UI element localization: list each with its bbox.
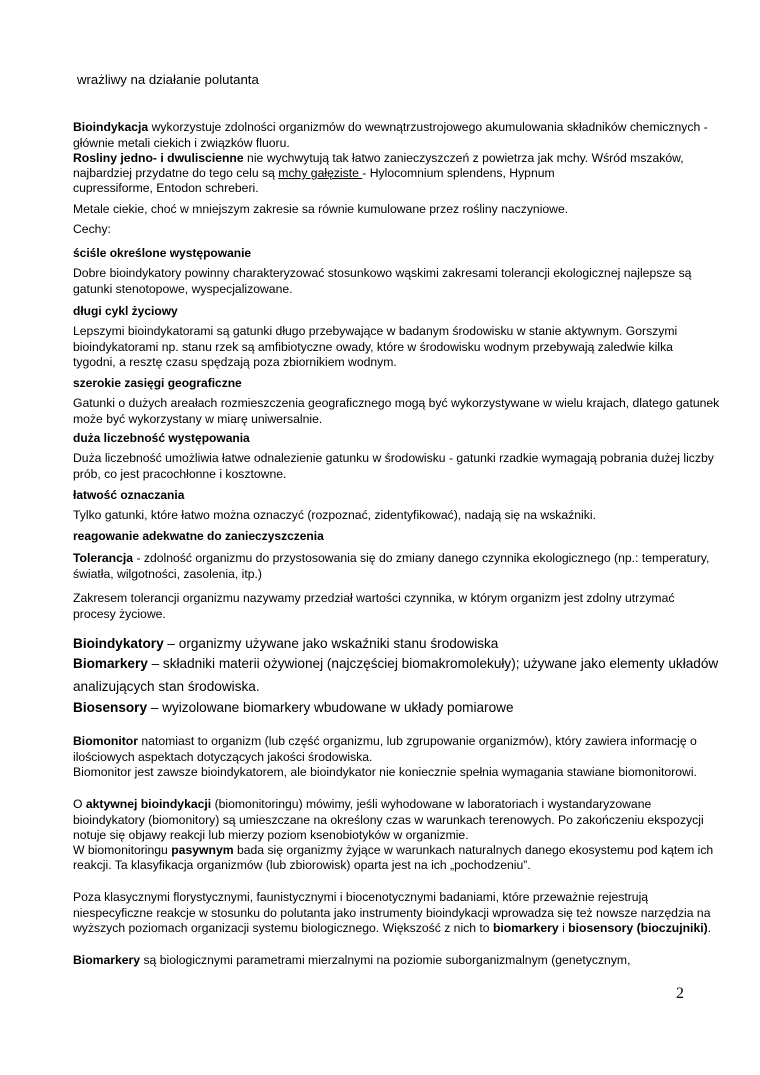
- paragraph-rosliny-line1: Rosliny jedno- i dwuliscienne nie wychwytują tak łatwo zanieczyszczeń z powietrza jak mchy. Wśród mszaków,: [73, 151, 684, 165]
- feature-text-4-line2: prób, co jest pracochłonne i kosztowne.: [73, 467, 287, 481]
- feature-text-3-line1: Gatunki o dużych areałach rozmieszczenia geograficznego mogą być wykorzystywane w wielu krajach, dlatego gatunek: [73, 396, 720, 410]
- paragraph-zakres-line1: Zakresem tolerancji organizmu nazywamy przedział wartości czynnika, w którym organizm jest zdolny utrzymać: [73, 591, 675, 605]
- term-pasywnym: pasywnym: [171, 843, 234, 857]
- paragraph-aktywna-line3: notuje się objawy reakcji lub mierzy poziom ksenobiotyków w organizmie.: [73, 828, 469, 842]
- paragraph-tolerancja-line2: światła, wilgotności, zasolenia, itp.): [73, 567, 262, 581]
- paragraph-rosliny-line3: cupressiforme, Entodon schreberi.: [73, 181, 259, 195]
- feature-title-2: długi cykl życiowy: [73, 304, 178, 318]
- feature-text-1-line1: Dobre bioindykatory powinny charakteryzować stosunkowo wąskimi zakresami tolerancji ekologicznej najlepsze są: [73, 266, 692, 280]
- feature-text-1-line2: gatunki stenotopowe, wyspecjalizowane.: [73, 282, 293, 296]
- paragraph-aktywna-line2: bioindykatory (biomonitory) są umieszczane na określony czas w warunkach terenowych. Po zakończeniu ekspozycji: [73, 813, 704, 827]
- feature-text-5-line1: Tylko gatunki, które łatwo można oznaczyć (rozpoznać, zidentyfikować), nadają się na wskaźniki.: [73, 508, 596, 522]
- feature-text-3-line2: może być wykorzystany w miarę uniwersalnie.: [73, 412, 323, 426]
- feature-title-3: szerokie zasięgi geograficzne: [73, 376, 242, 390]
- underlined-term: mchy gałęziste: [278, 166, 363, 180]
- definition-bioindykatory: Bioindykatory – organizmy używane jako wskaźniki stanu środowiska: [73, 636, 499, 651]
- term-tolerancja: Tolerancja: [73, 551, 134, 565]
- paragraph-tolerancja-line1: Tolerancja - zdolność organizmu do przystosowania się do zmiany danego czynnika ekologicznego (np.: temperatury,: [73, 551, 710, 565]
- cechy-label: Cechy:: [73, 222, 111, 236]
- definition-biomarkery-line1: Biomarkery – składniki materii ożywionej (najczęściej biomakromolekuły); używane jako elementy układów: [73, 656, 719, 671]
- feature-title-6: reagowanie adekwatne do zanieczyszczenia: [73, 529, 324, 543]
- term-biomarkery: Biomarkery: [73, 953, 141, 967]
- paragraph-biomonitor-line2: ilościowych aspektach dotyczących jakości środowiska.: [73, 750, 373, 764]
- paragraph-poza-line1: Poza klasycznymi florystycznymi, faunistycznymi i biocenotycznymi badaniami, które przeważnie rejestrują: [73, 890, 649, 904]
- feature-text-2-line3: tygodni, a resztę czasu spędzają poza zbiornikiem wodnym.: [73, 355, 397, 369]
- paragraph-poza-line2: niespecyficzne reakcje w stosunku do polutanta jako instrumenty bioindykacji wprowadza się też nowsze narzędzia na: [73, 906, 711, 920]
- feature-title-4: duża liczebność występowania: [73, 431, 250, 445]
- term-biomonitor: Biomonitor: [73, 734, 138, 748]
- paragraph-poza-line3: wyższych poziomach organizacji systemu biologicznego. Większość z nich to biomarkery i biosensory (bioczujniki).: [73, 921, 712, 935]
- page-number: 2: [676, 985, 684, 1002]
- paragraph-metale: Metale ciekie, choć w mniejszym zakresie sa równie kumulowane przez rośliny naczyniowe.: [73, 202, 569, 216]
- definition-biosensory: Biosensory – wyizolowane biomarkery wbudowane w układy pomiarowe: [73, 700, 514, 715]
- feature-title-1: ściśle określone występowanie: [73, 246, 252, 260]
- paragraph-biomarkery-line1: Biomarkery są biologicznymi parametrami mierzalnymi na poziomie suborganizmalnym (genetycznym,: [73, 953, 631, 967]
- term-bioindykacja: Bioindykacja: [73, 120, 149, 134]
- feature-text-2-line1: Lepszymi bioindykatorami są gatunki długo przebywające w badanym środowisku w stanie aktywnym. Gorszymi: [73, 324, 678, 338]
- paragraph-rosliny-line2: najbardziej przydatne do tego celu są mchy gałęziste - Hylocomnium splendens, Hypnum: [73, 166, 555, 180]
- paragraph-aktywna-line5: reakcji. Ta klasyfikacja organizmów (lub zbiorowisk) oparta jest na ich „pochodzeniu”.: [73, 858, 531, 872]
- definition-biomarkery-line2: analizujących stan środowiska.: [73, 679, 260, 694]
- feature-text-4-line1: Duża liczebność umożliwia łatwe odnalezienie gatunku w środowisku - gatunki rzadkie wymagają pobrania dużej liczby: [73, 451, 714, 465]
- term-rosliny: Rosliny jedno- i dwuliscienne: [73, 151, 244, 165]
- paragraph-zakres-line2: procesy życiowe.: [73, 607, 166, 621]
- term-aktywna: aktywnej bioindykacji: [85, 797, 212, 811]
- paragraph-aktywna-line4: W biomonitoringu pasywnym bada się organizmy żyjące w warunkach naturalnych danego ekosystemu pod kątem ich: [73, 843, 714, 857]
- paragraph-biomonitor-line3: Biomonitor jest zawsze bioindykatorem, ale bioindykator nie koniecznie spełnia wymagania stawiane biomonitorowi.: [73, 765, 697, 779]
- feature-title-5: łatwość oznaczania: [73, 488, 185, 502]
- paragraph-bioindykacja-line1: Bioindykacja wykorzystuje zdolności organizmów do wewnątrzustrojowego akumulowania składników chemicznych -: [73, 120, 708, 134]
- top-line: wrażliwy na działanie polutanta: [77, 72, 259, 87]
- paragraph-aktywna-line1: O aktywnej bioindykacji (biomonitoringu) mówimy, jeśli wyhodowane w laboratoriach i wystandaryzowane: [73, 797, 652, 811]
- paragraph-biomonitor-line1: Biomonitor natomiast to organizm (lub część organizmu, lub zgrupowanie organizmów), który zawiera informację o: [73, 734, 697, 748]
- paragraph-bioindykacja-line2: głównie metali ciekich i związków fluoru.: [73, 136, 290, 150]
- feature-text-2-line2: bioindykatorami np. stanu rzek są amfibiotyczne owady, które w środowisku wodnym przebywają zaledwie kilka: [73, 340, 673, 354]
